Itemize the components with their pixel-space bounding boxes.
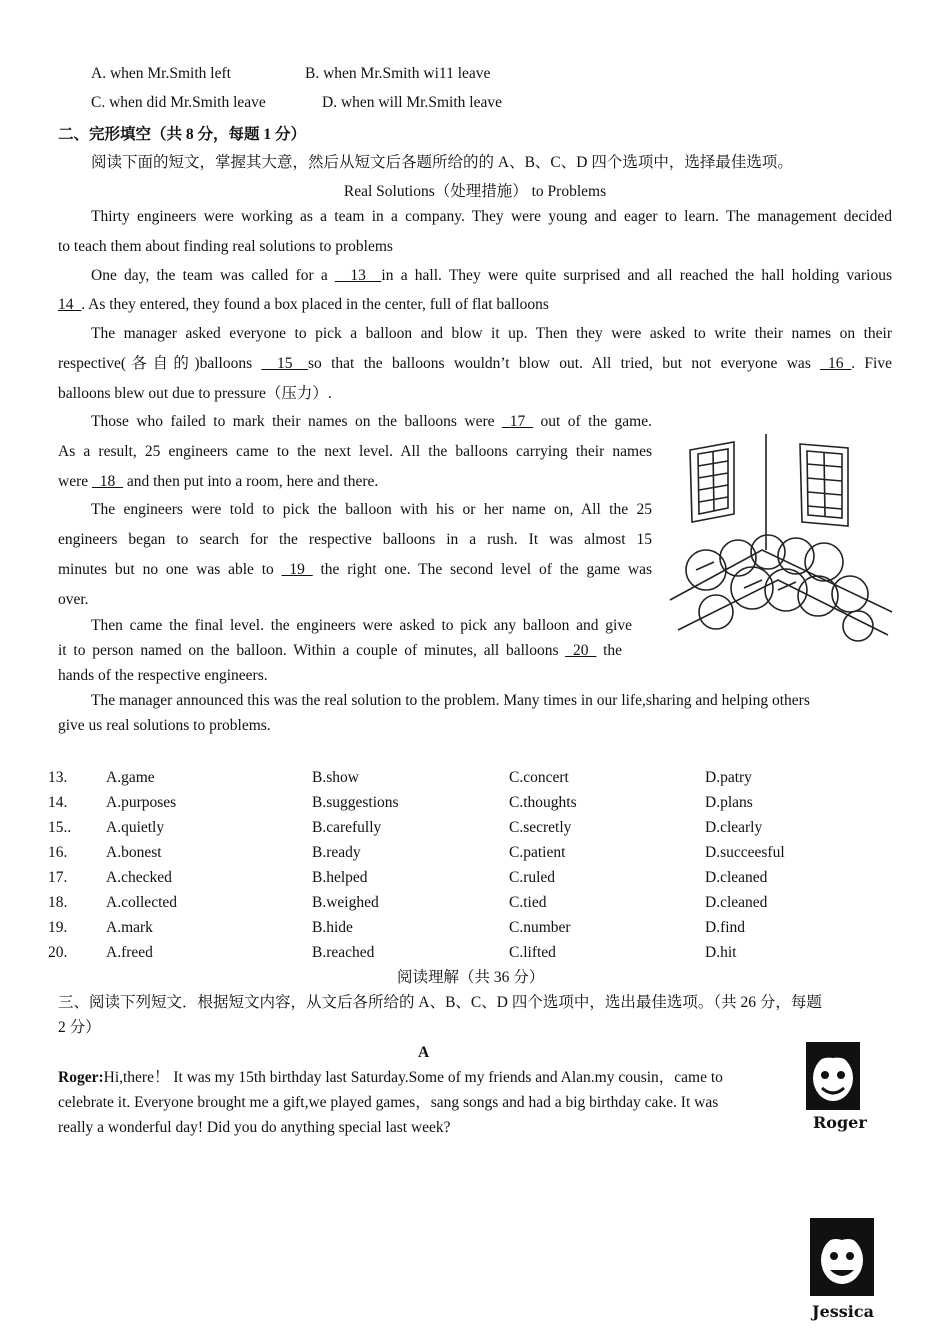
blank-14: 14_ xyxy=(58,296,82,313)
section-heading-cloze: 二、完形填空（共 8 分，每题 1 分） xyxy=(58,126,307,143)
option-number: 14. xyxy=(48,794,68,811)
passage-line: Then came the final level. the engineers were asked to pick any balloon and give xyxy=(91,617,632,634)
blank-15: __15__ xyxy=(261,355,308,372)
passage-line: The manager asked everyone to pick a balloon and blow it up. Then they were asked to write their names on their xyxy=(91,325,892,342)
option-d: D.hit xyxy=(705,944,737,961)
passage-line: over. xyxy=(58,591,89,608)
blank-13: __13__ xyxy=(334,267,382,284)
option-b: B.weighed xyxy=(312,894,379,911)
passage-line: The engineers were told to pick the balloon with his or her name on, All the 25 xyxy=(91,501,652,518)
option-a: A.freed xyxy=(106,944,153,961)
option-b: B.ready xyxy=(312,844,361,861)
roger-text-line: celebrate it. Everyone brought me a gift,we played games，sang songs and had a big birthday cake. It was xyxy=(58,1094,719,1111)
blank-18: _18_ xyxy=(92,473,123,490)
option-a: A.mark xyxy=(106,919,153,936)
option-a: A.checked xyxy=(106,869,172,886)
passage-line: it to person named on the balloon. Within a couple of minutes, all balloons _20_ the xyxy=(58,642,622,659)
reading-instruction: 三、阅读下列短文．根据短文内容，从文后各所给的 A、B、C、D 四个选项中，选出最佳选项。（共 26 分，每题 xyxy=(58,994,822,1011)
passage-line: engineers began to search for the respective balloons in a rush. It was almost 15 xyxy=(58,531,652,548)
option-c: C.patient xyxy=(509,844,566,861)
option-b: B.hide xyxy=(312,919,353,936)
prev-option-a: A. when Mr.Smith left xyxy=(91,65,231,82)
option-d: D.patry xyxy=(705,769,752,786)
option-d: D.find xyxy=(705,919,746,936)
option-c: C.thoughts xyxy=(509,794,577,811)
passage-line: Thirty engineers were working as a team in a company. They were young and eager to learn. The management decided xyxy=(91,208,892,225)
prev-option-d: D. when will Mr.Smith leave xyxy=(322,94,502,111)
passage-line: Those who failed to mark their names on the balloons were _17_ out of the game. xyxy=(91,413,652,430)
passage-line: balloons blew out due to pressure（压力）. xyxy=(58,385,332,402)
passage-line: 14_. As they entered, they found a box placed in the center, full of flat balloons xyxy=(58,296,549,313)
roger-portrait-image xyxy=(806,1042,860,1110)
passage-line: minutes but no one was able to _19_ the right one. The second level of the game was xyxy=(58,561,652,578)
passage-line: As a result, 25 engineers came to the next level. All the balloons carrying their names xyxy=(58,443,652,460)
option-b: B.show xyxy=(312,769,359,786)
passage-line: were _18_ and then put into a room, here and there. xyxy=(58,473,379,490)
blank-20: _20_ xyxy=(565,642,597,659)
option-c: C.concert xyxy=(509,769,569,786)
passage-line: hands of the respective engineers. xyxy=(58,667,268,684)
speaker-name: Roger: xyxy=(58,1069,104,1086)
cloze-instruction: 阅读下面的短文，掌握其大意，然后从短文后各题所给的的 A、B、C、D 四个选项中，选择最佳选项。 xyxy=(91,154,793,171)
option-number: 18. xyxy=(48,894,68,911)
passage-line: give us real solutions to problems. xyxy=(58,717,271,734)
section-label-a: A xyxy=(418,1044,430,1061)
jessica-portrait-image xyxy=(810,1218,874,1296)
option-number: 17. xyxy=(48,869,68,886)
option-b: B.reached xyxy=(312,944,375,961)
option-number: 15.. xyxy=(48,819,72,836)
blank-16: _16_ xyxy=(820,355,852,372)
option-c: C.ruled xyxy=(509,869,556,886)
blank-19: _19_ xyxy=(281,561,313,578)
jessica-caption: Jessica xyxy=(812,1302,874,1321)
passage-title: Real Solutions（处理措施） to Problems xyxy=(343,183,607,200)
option-d: D.cleaned xyxy=(705,869,768,886)
option-d: D.plans xyxy=(705,794,753,811)
option-a: A.bonest xyxy=(106,844,162,861)
option-d: D.cleaned xyxy=(705,894,768,911)
option-d: D.clearly xyxy=(705,819,763,836)
blank-17: _17_ xyxy=(502,413,534,430)
passage-line: The manager announced this was the real solution to the problem. Many times in our life,sharing and helping others xyxy=(91,692,810,709)
roger-text-line: Roger:Hi,there！ It was my 15th birthday last Saturday.Some of my friends and Alan.my cousin，came to xyxy=(58,1069,723,1086)
balloons-room-illustration xyxy=(668,430,894,644)
option-c: C.tied xyxy=(509,894,547,911)
option-c: C.number xyxy=(509,919,571,936)
option-c: C.secretly xyxy=(509,819,572,836)
option-number: 19. xyxy=(48,919,68,936)
reading-heading: 阅读理解（共 36 分） xyxy=(397,969,545,986)
prev-option-c: C. when did Mr.Smith leave xyxy=(91,94,266,111)
passage-line: One day, the team was called for a __13__in a hall. They were quite surprised and all reached the hall holding various xyxy=(91,267,892,284)
passage-line: respective(各自的)balloons __15__so that the balloons wouldn’t blow out. All tried, but not everyone was _16_. Five xyxy=(58,355,892,372)
prev-option-b: B. when Mr.Smith wi11 leave xyxy=(305,65,491,82)
reading-instruction-cont: 2 分） xyxy=(58,1019,101,1036)
option-d: D.succeesful xyxy=(705,844,785,861)
roger-caption: Roger xyxy=(813,1113,867,1132)
passage-line: to teach them about finding real solutions to problems xyxy=(58,238,393,255)
option-a: A.purposes xyxy=(106,794,177,811)
option-a: A.game xyxy=(106,769,155,786)
option-b: B.helped xyxy=(312,869,368,886)
option-number: 16. xyxy=(48,844,68,861)
option-a: A.quietly xyxy=(106,819,165,836)
option-c: C.lifted xyxy=(509,944,556,961)
option-b: B.suggestions xyxy=(312,794,399,811)
option-b: B.carefully xyxy=(312,819,382,836)
option-number: 13. xyxy=(48,769,68,786)
option-number: 20. xyxy=(48,944,68,961)
option-a: A.collected xyxy=(106,894,178,911)
roger-text-line: really a wonderful day! Did you do anything special last week? xyxy=(58,1119,451,1136)
